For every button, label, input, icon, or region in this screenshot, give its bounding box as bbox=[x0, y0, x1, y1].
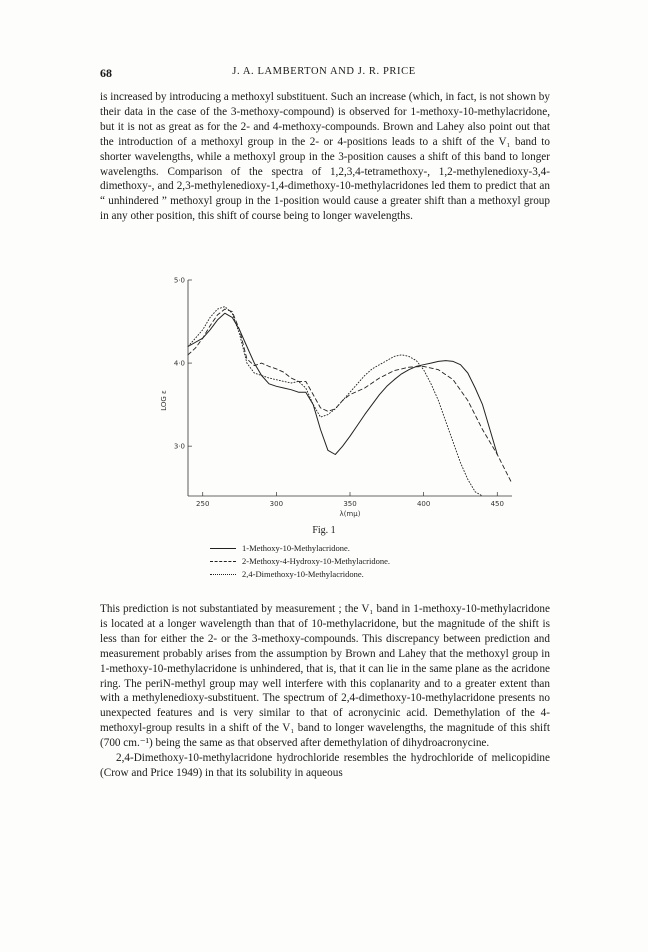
x-tick-label: 350 bbox=[343, 500, 357, 508]
legend-row-dashed bbox=[210, 555, 390, 568]
x-tick-label: 250 bbox=[196, 500, 210, 508]
x-tick-label: 400 bbox=[416, 500, 431, 508]
series-line-dotted bbox=[188, 307, 483, 496]
legend-label: 2-Methoxy-4-Hydroxy-10-Methylacridone. bbox=[242, 556, 391, 566]
chart-series bbox=[188, 307, 512, 496]
y-tick-label: 4·0 bbox=[173, 359, 185, 368]
x-tick-label: 450 bbox=[490, 500, 504, 508]
paragraph-3-text: 2,4-Dimethoxy-10-methylacridone hydrochloride resembles the hydrochloride of melicopidine (Crow and Price 1949) in that its solubility in aqueous bbox=[100, 752, 550, 779]
figure-caption: Fig. 1 bbox=[312, 525, 336, 536]
legend-solid-line-icon bbox=[210, 548, 236, 549]
series-line-solid bbox=[188, 313, 497, 454]
y-axis-label: LOG ε bbox=[160, 390, 168, 411]
figure-legend bbox=[210, 542, 390, 581]
page-number: 68 bbox=[100, 66, 112, 80]
legend-row-dotted bbox=[210, 568, 390, 581]
spectrum-figure bbox=[150, 276, 520, 516]
y-tick-label: 5·0 bbox=[173, 276, 185, 285]
y-tick-label: 3·0 bbox=[173, 442, 185, 451]
paragraph-2 bbox=[100, 602, 550, 781]
paragraph-1 bbox=[100, 90, 550, 224]
legend-dashed-line-icon bbox=[210, 561, 236, 562]
chart-axes bbox=[160, 277, 512, 519]
series-line-dashed bbox=[188, 309, 512, 483]
x-axis-label: λ(mμ) bbox=[339, 510, 361, 518]
legend-row-solid bbox=[210, 542, 390, 555]
x-tick-label: 300 bbox=[269, 500, 284, 508]
legend-label: 2,4-Dimethoxy-10-Methylacridone. bbox=[242, 569, 364, 579]
running-head: J. A. LAMBERTON AND J. R. PRICE bbox=[232, 66, 416, 77]
paragraph-2-text: This prediction is not substantiated by measurement ; the V₁ band in 1-methoxy-10-methylacridone is located at a longer wavelength than that of 10-methylacridone, but the magnitude of the shift is less than for either the 2- or the 3-methoxy-compounds. This discrepancy between prediction and measurement probably arises from the assumption by Brown and Lahey that the methoxyl group in 1-methoxy-10-methylacridone is unhindered, that is, that it can lie in the same plane as the acridone ring. The periN-methyl group may well interfere with this coplanarity and to a greater extent than with a methylenedioxy-substituent. The spectrum of 2,4-dimethoxy-10-methylacridone presents no unexpected features and is very similar to that of acronycinic acid. Demethylation of the 4-methoxyl-group results in a shift of the V₁ band to longer wavelengths, the magnitude of this shift (700 cm.⁻¹) being the same as that observed after demethylation of dihydroacronycine. bbox=[100, 603, 550, 750]
legend-dotted-line-icon bbox=[210, 574, 236, 575]
paragraph-1-text: is increased by introducing a methoxyl substituent. Such an increase (which, in fact, is not shown by their data in the case of the 3-methoxy-compound) is observed for 1-methoxy-10-methylacridone, but it is not as great as for the 2- and 4-methoxy-compounds. Brown and Lahey also point out that the introduction of a methoxyl group in the 2- or 4-positions leads to a shift of the V₁ band to shorter wavelengths, while a methoxyl group in the 3-position causes a shift of this band to longer wavelengths. Comparison of the spectra of 1,2,3,4-tetramethoxy-, 1,2-methylenedioxy-3,4-dimethoxy-, and 2,3-methylenedioxy-1,4-dimethoxy-10-methylacridones led them to predict that an “ unhindered ” methoxyl group in the 1-position would cause a greater shift than a methoxyl group in any other position, this shift of course being to longer wavelengths. bbox=[100, 91, 550, 223]
legend-label: 1-Methoxy-10-Methylacridone. bbox=[242, 543, 350, 553]
uv-spectrum-chart bbox=[150, 276, 520, 516]
